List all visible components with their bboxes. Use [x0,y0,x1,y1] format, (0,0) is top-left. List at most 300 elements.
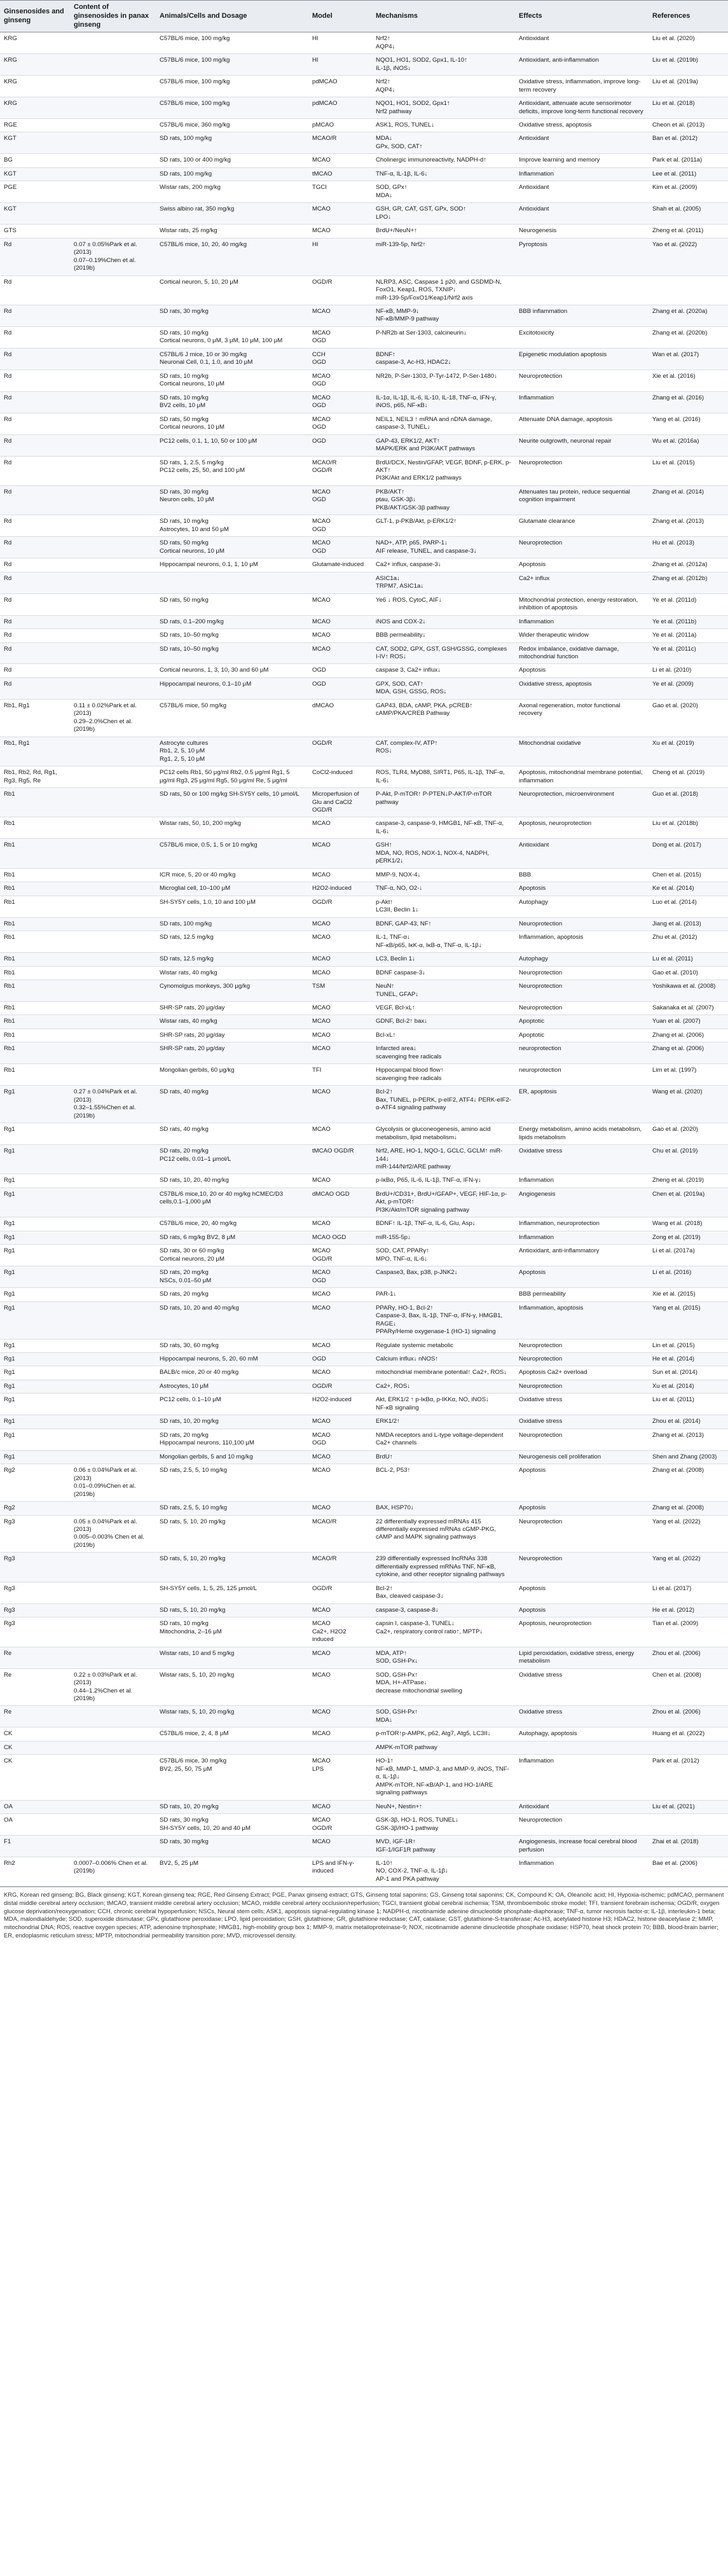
cell-mechanisms: caspase 3, Ca2+ influx↓ [372,664,515,677]
cell-ginsenoside: Rb1 [0,1064,70,1086]
cell-effects: BBB inflammation [515,305,649,326]
cell-content [70,1064,156,1086]
cell-effects: Wider therapeutic window [515,629,649,642]
cell-model: OGD/R [308,896,372,917]
table-row [0,615,728,628]
cell-reference: Chen et al. (2008) [649,1668,728,1706]
cell-animals-dosage: Wistar rats, 25 mg/kg [156,225,308,238]
table-row [0,642,728,664]
cell-content [70,1042,156,1064]
table-row [0,558,728,572]
cell-mechanisms: MVD, IGF-1R↑ IGF-1/IGF1R pathway [372,1836,515,1857]
cell-reference: Li et al. (2017a) [649,1245,728,1266]
cell-mechanisms: HO-1↑ NF-κB, MMP-1, MMP-3, and MMP-9, iNOS, TNF-α, IL-1β↓ AMPK-mTOR, NF-κB/AP-1, and HO-1/ARE signaling pathways [372,1755,515,1800]
cell-content [70,817,156,839]
cell-ginsenoside: Rg1 [0,1450,70,1464]
cell-effects: Inflammation, apoptosis [515,1301,649,1339]
cell-model: TFI [308,1064,372,1086]
cell-ginsenoside: Rb1 [0,817,70,839]
cell-content [70,966,156,980]
table-row [0,1728,728,1741]
cell-model: MCAO [308,1415,372,1429]
cell-effects: Attenuates tau protein, reduce sequential cognition impairment [515,485,649,515]
cell-mechanisms: caspase-3, caspase-8↓ [372,1603,515,1617]
cell-effects: neuroprotection [515,1042,649,1064]
cell-mechanisms: GAP43, BDA, cAMP, PKA, pCREB↑ cAMP/PKA/CREB Pathway [372,699,515,737]
cell-reference: Zhu et al. (2012) [649,931,728,953]
cell-model: MCAO [308,817,372,839]
cell-mechanisms: Ca2+, ROS↓ [372,1380,515,1393]
cell-mechanisms: BrdU+/CD31+, BrdU+/GFAP+, VEGF, HIF-1α, p-Akt, p-mTOR↑ PI3K/Akt/mTOR signaling pathway [372,1188,515,1217]
cell-effects: Glutamate clearance [515,515,649,537]
cell-reference: Shen and Zhang (2003) [649,1450,728,1464]
cell-content [70,119,156,132]
cell-animals-dosage: Astrocytes, 10 μM [156,1380,308,1393]
cell-mechanisms: Calcium influx↓ nNOS↑ [372,1352,515,1366]
cell-animals-dosage: C57BL/6 mice, 20, 40 mg/kg [156,1217,308,1231]
cell-reference: Chu et al. (2019) [649,1145,728,1174]
cell-model: MCAO OGD/R [308,1814,372,1836]
cell-ginsenoside: KGT [0,167,70,181]
cell-reference: Zhang et al. (2014) [649,485,728,515]
cell-ginsenoside: Rd [0,515,70,537]
cell-content [70,54,156,76]
cell-content [70,642,156,664]
cell-content [70,1245,156,1266]
cell-content [70,1301,156,1339]
table-row [0,305,728,326]
table-row [0,1301,728,1339]
table-row [0,1145,728,1174]
cell-reference: Zhang et al. (2008) [649,1464,728,1502]
table-row [0,1015,728,1028]
cell-effects: Neurogenesis [515,225,649,238]
cell-animals-dosage: C57BL/6 mice, 2, 4, 8 μM [156,1728,308,1741]
cell-effects: Axonal regeneration, motor functional recovery [515,699,649,737]
cell-content [70,537,156,558]
cell-reference: Ye et al. (2011d) [649,593,728,615]
cell-ginsenoside: Rg1 [0,1380,70,1393]
table-row [0,1450,728,1464]
cell-ginsenoside: GTS [0,225,70,238]
cell-ginsenoside: BG [0,154,70,167]
cell-ginsenoside: Rd [0,572,70,593]
cell-effects: Antioxidant, attenuate acute sensorimotor deficits, improve long-term functional recovery [515,97,649,119]
cell-effects: Oxidative stress, apoptosis [515,677,649,699]
cell-model: MCAO OGD/R [308,1245,372,1266]
cell-model: MCAO [308,1603,372,1617]
cell-model: MCAO [308,1668,372,1706]
cell-effects: Redox imbalance, oxidative damage, mitochondrial function [515,642,649,664]
table-row [0,931,728,953]
cell-reference: Luo et al. (2014) [649,896,728,917]
cell-effects: Apoptosis [515,1603,649,1617]
cell-mechanisms: NEIL1, NEIL3 ↑ mRNA and nDNA damage, caspase-3, TUNEL↓ [372,413,515,434]
cell-animals-dosage: Wistar rats, 40 mg/kg [156,1015,308,1028]
cell-content [70,348,156,370]
cell-mechanisms: NLRP3, ASC, Caspase 1 p20, and GSDMD-N, FoxO1, Keap1, ROS, TXNIP↓ miR-139-5p/FoxO1/Keap1/Nrf2 axis [372,275,515,305]
cell-animals-dosage: SD rats, 40 mg/kg [156,1123,308,1145]
cell-content [70,1800,156,1813]
cell-content [70,615,156,628]
cell-content [70,154,156,167]
cell-model: LPS and IFN-γ-induced [308,1857,372,1887]
cell-ginsenoside: Rg1 [0,1394,70,1415]
table-row [0,1188,728,1217]
cell-reference: Ye et al. (2011b) [649,615,728,628]
cell-animals-dosage: SH-SY5Y cells, 1, 5, 25, 125 μmol/L [156,1582,308,1603]
cell-ginsenoside: Rd [0,642,70,664]
cell-animals-dosage: Astrocyte cultures Rb1, 2, 5, 10 μM Rg1, 2, 5, 10 μM [156,737,308,766]
cell-animals-dosage: C57BL/6 J mice, 10 or 30 mg/kg Neuronal Cell, 0.1, 1.0, and 10 μM [156,348,308,370]
cell-mechanisms: PKB/AKT↑ ptau, GSK-3β↓ PKB/AKT/GSK-3β pathway [372,485,515,515]
cell-reference: Gao et al. (2020) [649,1123,728,1145]
cell-effects: Antioxidant [515,203,649,225]
cell-content [70,1288,156,1301]
cell-animals-dosage: SD rats, 1, 2.5, 5 mg/kg PC12 cells, 25, 50, and 100 μM [156,456,308,485]
cell-ginsenoside: Rb1 [0,980,70,1002]
cell-reference: Hu et al. (2013) [649,537,728,558]
cell-ginsenoside: Rg3 [0,1515,70,1553]
cell-animals-dosage: C57BL/6 mice,10, 20 or 40 mg/kg hCMEC/D3 cells,0.1–1,000 μM [156,1188,308,1217]
cell-reference: Liu et al. (2018b) [649,817,728,839]
cell-ginsenoside: Rg1 [0,1366,70,1380]
cell-reference: Zhang et al. (2013) [649,515,728,537]
cell-reference: Yoshikawa et al. (2008) [649,980,728,1002]
table-row [0,391,728,413]
cell-effects: Lipid peroxidation, oxidative stress, energy metabolism [515,1647,649,1668]
cell-effects: Autophagy [515,896,649,917]
cell-content [70,413,156,434]
cell-effects: Oxidative stress, apoptosis [515,119,649,132]
cell-ginsenoside: Rg2 [0,1464,70,1502]
cell-reference: Wu et al. (2016a) [649,434,728,456]
table-row [0,629,728,642]
cell-mechanisms: TNF-α, NO, O2-↓ [372,882,515,896]
cell-model: MCAO [308,225,372,238]
table-row [0,1380,728,1393]
cell-model: MCAO LPS [308,1755,372,1800]
table-row [0,154,728,167]
cell-mechanisms: iNOS and COX-2↓ [372,615,515,628]
cell-model: CoCl2-induced [308,766,372,788]
cell-model: MCAO/R [308,1515,372,1553]
cell-ginsenoside: Rb1, Rg1 [0,699,70,737]
cell-mechanisms: GSH, GR, CAT, GST, GPx, SOD↑ LPO↓ [372,203,515,225]
cell-reference: He et al. (2014) [649,1352,728,1366]
cell-effects: ER, apoptosis [515,1086,649,1123]
cell-reference: Yao et al. (2022) [649,238,728,275]
cell-animals-dosage: PC12 cells Rb1, 50 μg/ml Rb2, 0.5 μg/ml Rg1, 5 μg/ml Rg3, 25 μg/ml Rg5, 50 μg/ml Re, 5 μg/ml [156,766,308,788]
cell-content: 0.11 ± 0.02%Park et al. (2013) 0.29–2.0%Chen et al. (2019b) [70,699,156,737]
cell-content: 0.0007–0.006% Chen et al. (2019b) [70,1857,156,1887]
table-row [0,1814,728,1836]
cell-model: MCAO [308,1174,372,1188]
cell-reference [649,275,728,305]
cell-model: MCAO [308,1028,372,1042]
cell-animals-dosage: SD rats, 6 mg/kg BV2, 8 μM [156,1231,308,1244]
cell-content [70,1741,156,1754]
cell-effects: Neurite outgrowth, neuronal repair [515,434,649,456]
cell-animals-dosage: SHR-SP rats, 20 μg/day [156,1028,308,1042]
cell-model: MCAO [308,305,372,326]
cell-ginsenoside: Rd [0,485,70,515]
table-row [0,1339,728,1352]
cell-effects: Pyroptosis [515,238,649,275]
cell-animals-dosage: SD rats, 30 mg/kg [156,1836,308,1857]
cell-animals-dosage: SD rats, 30 or 60 mg/kg Cortical neurons, 20 μM [156,1245,308,1266]
cell-content [70,225,156,238]
cell-content [70,1603,156,1617]
cell-reference [649,1814,728,1836]
cell-reference: Liu et al. (2011) [649,1394,728,1415]
cell-ginsenoside: Rb1 [0,868,70,882]
cell-content [70,275,156,305]
cell-model: MCAO [308,593,372,615]
cell-effects: Neurogenesis cell proliferation [515,1450,649,1464]
cell-effects: Neuroprotection [515,370,649,391]
cell-ginsenoside: Rb1 [0,931,70,953]
cell-effects: Antioxidant, anti-inflammatory [515,1245,649,1266]
cell-content [70,1647,156,1668]
cell-ginsenoside: Rg1 [0,1245,70,1266]
cell-mechanisms: BCL-2, P53↑ [372,1464,515,1502]
cell-effects: Angiogenesis, increase focal cerebral blood perfusion [515,1836,649,1857]
cell-animals-dosage: BALB/c mice, 20 or 40 mg/kg [156,1366,308,1380]
cell-animals-dosage: SHR-SP rats, 20 μg/day [156,1001,308,1014]
cell-animals-dosage: Wistar rats, 200 mg/kg [156,181,308,203]
cell-reference: Lu et al. (2011) [649,953,728,966]
cell-ginsenoside: Re [0,1668,70,1706]
cell-reference: Zhou et al. (2006) [649,1706,728,1728]
cell-animals-dosage: Wistar rats, 40 mg/kg [156,966,308,980]
cell-reference: Ke et al. (2014) [649,882,728,896]
cell-mechanisms: BrdU/DCX, Nestin/GFAP, VEGF, BDNF, p-ERK, p-AKT↑ PI3K/Akt and ERK1/2 pathways [372,456,515,485]
cell-content [70,1450,156,1464]
cell-animals-dosage: SD rats, 40 mg/kg [156,1086,308,1123]
cell-reference: Liu et al. (2019b) [649,54,728,76]
cell-content [70,953,156,966]
cell-reference: Wang et al. (2018) [649,1217,728,1231]
cell-model: MCAO OGD [308,391,372,413]
cell-reference: Liu et al. (2020) [649,32,728,54]
cell-animals-dosage: SD rats, 100 mg/kg [156,167,308,181]
cell-model: MCAO [308,203,372,225]
cell-ginsenoside: CK [0,1755,70,1800]
cell-content [70,1814,156,1836]
cell-mechanisms: Nrf2↑ AQP4↓ [372,32,515,54]
cell-mechanisms: P-Akt, P-mTOR↑ P-PTEN↓P-AKT/P-mTOR pathway [372,788,515,817]
cell-mechanisms: GAP-43, ERK1/2, AKT↑ MAPK/ERK and PI3K/AKT pathways [372,434,515,456]
table-row [0,1668,728,1706]
cell-mechanisms: NR2b, P-Ser-1303, P-Tyr-1472, P-Ser-1480↓ [372,370,515,391]
cell-animals-dosage: SD rats, 5, 10, 20 mg/kg [156,1603,308,1617]
cell-model: TSM [308,980,372,1002]
cell-effects: Apoptotic [515,1015,649,1028]
cell-mechanisms: p-IκBα, P65, IL-6, IL-1β, TNF-α, IFN-γ↓ [372,1174,515,1188]
cell-content [70,1553,156,1582]
cell-reference: Liu et al. (2019a) [649,76,728,97]
cell-model: MCAO OGD [308,370,372,391]
cell-effects: Improve learning and memory [515,154,649,167]
table-row [0,839,728,868]
cell-mechanisms: Regulate systemic metabolic [372,1339,515,1352]
cell-content [70,1231,156,1244]
table-row [0,238,728,275]
table-row [0,485,728,515]
cell-model: MCAO [308,868,372,882]
cell-content [70,868,156,882]
cell-model: TGCI [308,181,372,203]
cell-mechanisms: miR-155-5p↓ [372,1231,515,1244]
cell-effects [515,1741,649,1754]
table-header [0,1,728,32]
cell-ginsenoside: Rb1 [0,788,70,817]
cell-content: 0.27 ± 0.04%Park et al. (2013) 0.32–1.55%Chen et al. (2019b) [70,1086,156,1123]
cell-effects: Antioxidant, anti-inflammation [515,54,649,76]
table-row [0,882,728,896]
cell-reference: Wan et al. (2017) [649,348,728,370]
cell-ginsenoside: Rd [0,629,70,642]
table-row [0,1028,728,1042]
cell-model: MCAO/R OGD/R [308,456,372,485]
cell-mechanisms: Nrf2↑ AQP4↓ [372,76,515,97]
cell-ginsenoside: Rb1, Rb2, Rd, Rg1, Rg3, Rg5, Re [0,766,70,788]
cell-effects: Apoptosis [515,1464,649,1502]
cell-model: MCAO [308,1288,372,1301]
cell-reference: Lin et al. (2015) [649,1339,728,1352]
cell-model: MCAO [308,642,372,664]
table-row [0,1755,728,1800]
cell-effects: Angiogenesis [515,1188,649,1217]
cell-effects: Inflammation [515,615,649,628]
table-row [0,1429,728,1450]
cell-ginsenoside: Re [0,1647,70,1668]
cell-mechanisms: GDNF, Bcl-2↑ bax↓ [372,1015,515,1028]
cell-content: 0.22 ± 0.03%Park et al. (2013) 0.44–1.2%Chen et al. (2019b) [70,1668,156,1706]
cell-model: OGD [308,664,372,677]
table-row [0,664,728,677]
cell-content [70,593,156,615]
cell-ginsenoside: CK [0,1728,70,1741]
cell-content [70,485,156,515]
cell-model: HI [308,238,372,275]
cell-ginsenoside: Rb1 [0,953,70,966]
cell-content [70,1145,156,1174]
cell-effects: Antioxidant [515,1800,649,1813]
cell-ginsenoside: KRG [0,32,70,54]
cell-mechanisms: BDNF↑ caspase-3, Ac-H3, HDAC2↓ [372,348,515,370]
cell-mechanisms: GSH↑ MDA, NO, ROS, NOX-1, NOX-4, NADPH, pERK1/2↓ [372,839,515,868]
cell-ginsenoside: Rg1 [0,1145,70,1174]
cell-model: MCAO [308,953,372,966]
cell-mechanisms: NeuN↑ TUNEL, GFAP↓ [372,980,515,1002]
cell-model: MCAO OGD [308,413,372,434]
cell-mechanisms: BDNF caspase-3↓ [372,966,515,980]
cell-reference: Ye et al. (2011c) [649,642,728,664]
cell-effects: Oxidative stress [515,1394,649,1415]
cell-model: MCAO [308,1502,372,1515]
table-row [0,766,728,788]
cell-mechanisms: Bcl-2↑ Bax, TUNEL, p-PERK, p-eIF2, ATF4↓ PERK-eIF2-α-ATF4 signaling pathway [372,1086,515,1123]
cell-effects: Apoptosis [515,1266,649,1288]
cell-ginsenoside: Rd [0,434,70,456]
cell-model: MCAO [308,966,372,980]
cell-animals-dosage: C57BL/6 mice, 30 mg/kg BV2, 25, 50, 75 μM [156,1755,308,1800]
cell-ginsenoside: KRG [0,76,70,97]
cell-animals-dosage: SD rats, 10 mg/kg Cortical neurons, 10 μM [156,370,308,391]
cell-mechanisms: p-Akt↑ LC3II, Beclin 1↓ [372,896,515,917]
cell-animals-dosage: SD rats, 10, 20 and 40 mg/kg [156,1301,308,1339]
cell-animals-dosage: SD rats, 10, 20 mg/kg [156,1800,308,1813]
cell-animals-dosage: PC12 cells, 0.1, 1, 10, 50 or 100 μM [156,434,308,456]
cell-effects: Oxidative stress [515,1706,649,1728]
cell-animals-dosage: SD rats, 100 mg/kg [156,132,308,154]
table-row [0,1515,728,1553]
table-row [0,275,728,305]
cell-reference: Zhang et al. (2012a) [649,558,728,572]
cell-content [70,1728,156,1741]
cell-effects: neuroprotection [515,1064,649,1086]
cell-ginsenoside: Rd [0,413,70,434]
header-ginsenosides: Ginsenosides and ginseng [0,1,70,32]
cell-ginsenoside: OA [0,1800,70,1813]
cell-animals-dosage: Hippocampal neurons, 0.1–10 μM [156,677,308,699]
cell-reference: Cheon et al. (2013) [649,119,728,132]
cell-ginsenoside: Rb1 [0,1015,70,1028]
cell-reference: Xie et al. (2015) [649,1288,728,1301]
cell-model: H2O2-induced [308,882,372,896]
header-effects: Effects [515,1,649,32]
cell-mechanisms: Cholinergic immunoreactivity, NADPH-d↑ [372,154,515,167]
cell-mechanisms: Hippocampal blood flow↑ scavenging free radicals [372,1064,515,1086]
cell-mechanisms: MMP-9, NOX-4↓ [372,868,515,882]
cell-reference: Chen et al. (2019a) [649,1188,728,1217]
cell-content [70,32,156,54]
cell-content [70,766,156,788]
cell-mechanisms: GSK-3β, HO-1, ROS, TUNEL↓ GSK-3β/HO-1 pathway [372,1814,515,1836]
cell-model: MCAO [308,931,372,953]
cell-reference: Liu et al. (2018) [649,97,728,119]
cell-ginsenoside: Rg3 [0,1617,70,1647]
cell-effects: Inflammation [515,1857,649,1887]
cell-ginsenoside: Rg3 [0,1553,70,1582]
cell-content [70,1617,156,1647]
cell-model: MCAO/R [308,1553,372,1582]
cell-reference: Bae et al. (2006) [649,1857,728,1887]
cell-animals-dosage: SD rats, 30 mg/kg Neuron cells, 10 μM [156,485,308,515]
cell-reference: Zhang et al. (2013) [649,1429,728,1450]
cell-model: MCAO [308,1123,372,1145]
cell-reference: Li et al. (2016) [649,1266,728,1288]
cell-model [308,1741,372,1754]
table-body [0,32,728,1887]
cell-animals-dosage: Microglial cell, 10–100 μM [156,882,308,896]
cell-content [70,1188,156,1217]
cell-mechanisms: GLT-1, p-PKB/Akt, p-ERK1/2↑ [372,515,515,537]
cell-model: dMCAO OGD [308,1188,372,1217]
cell-animals-dosage: SD rats, 12.5 mg/kg [156,953,308,966]
cell-model: HI [308,32,372,54]
cell-model: MCAO OGD [308,537,372,558]
cell-animals-dosage: Mongolian gerbils, 5 and 10 mg/kg [156,1450,308,1464]
cell-mechanisms: IL-1α, IL-1β, IL-6, IL-10, IL-18, TNF-α, IFN-γ, iNOS, p65, NF-κB↓ [372,391,515,413]
cell-content [70,132,156,154]
cell-ginsenoside: Rg1 [0,1288,70,1301]
cell-ginsenoside: Rg1 [0,1415,70,1429]
cell-model: MCAO OGD [308,515,372,537]
cell-model: HI [308,54,372,76]
